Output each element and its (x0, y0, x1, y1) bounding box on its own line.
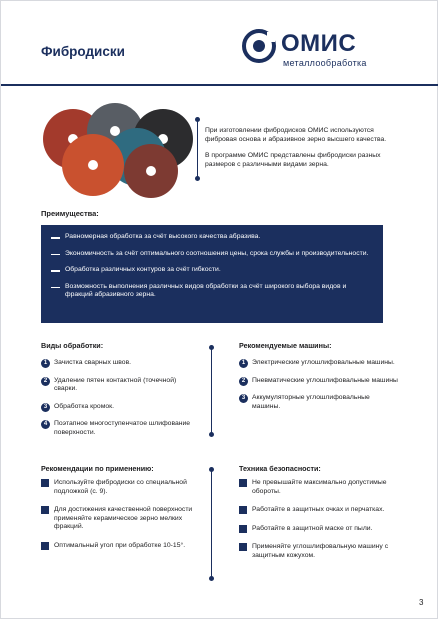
machines-title: Рекомендуемые машины: (239, 341, 332, 350)
recommendation-item (41, 542, 201, 551)
number-badge: 2 (41, 377, 50, 386)
safety-item (239, 506, 399, 515)
square-bullet (41, 506, 49, 514)
intro-text (205, 127, 405, 169)
processing-item-text: Обработка кромок. (54, 402, 115, 410)
safety-text: Работайте в защитной маске от пыли. (252, 524, 373, 532)
recommendation-text: Используйте фибродиски со специальной подложкой (с. 9). (54, 479, 187, 495)
recommendation-item (41, 479, 201, 496)
logo-subtitle: металлообработка (283, 58, 367, 68)
column-divider (211, 469, 212, 579)
header-divider (1, 84, 438, 86)
advantage-item: Возможность выполнения различных видов обработки за счёт широкого выбора видов и фракций абразивного зерна. (51, 283, 373, 300)
square-bullet (239, 479, 247, 487)
safety-text: Применяйте углошлифовальную машину с защитным кожухом. (252, 543, 389, 559)
advantage-item: Равномерная обработка за счёт высокого качества абразива. (51, 233, 373, 242)
safety-text: Работайте в защитных очках и перчатках. (252, 506, 385, 513)
recommendation-text: Для достижения качественной поверхности применяйте керамическое зерно мелких фракций. (54, 506, 193, 530)
safety-list (239, 479, 399, 570)
recommendation-text: Оптимальный угол при обработке 10-15°. (54, 541, 186, 549)
intro-paragraph: При изготовлении фибродисков ОМИС используются фибровая основа и абразивное зерно высшего качества. (205, 127, 387, 143)
intro-divider (197, 119, 198, 179)
machine-item-text: Аккумуляторные углошлифовальные машины. (252, 394, 370, 410)
processing-item-text: Удаление пятен контактной (точечной) сварки. (54, 376, 177, 392)
recommendations-list (41, 479, 201, 560)
processing-item (41, 377, 201, 394)
safety-title: Техника безопасности: (239, 464, 321, 473)
safety-text: Не превышайте максимально допустимые обороты. (252, 479, 387, 495)
machine-item (239, 394, 399, 411)
advantage-item: Экономичность за счёт оптимального соотношения цены, срока службы и производительности. (51, 250, 373, 259)
square-bullet (239, 543, 247, 551)
machine-item-text: Электрические углошлифовальные машины. (252, 359, 395, 366)
machine-item (239, 359, 399, 368)
square-bullet (41, 542, 49, 550)
page-number: 3 (419, 598, 424, 607)
recommendations-title: Рекомендации по применению: (41, 464, 154, 473)
processing-item (41, 403, 201, 412)
page-title: Фибродиски (41, 44, 125, 59)
square-bullet (239, 525, 247, 533)
number-badge: 4 (41, 420, 50, 429)
omis-logo (241, 26, 373, 72)
safety-item (239, 479, 399, 496)
machine-item (239, 377, 399, 386)
advantage-item: Обработка различных контуров за счёт гибкости. (51, 266, 373, 275)
advantages-box (41, 225, 383, 323)
machine-item-text: Пневматические углошлифовальные машины (252, 376, 398, 384)
number-badge: 1 (41, 359, 50, 368)
number-badge: 2 (239, 377, 248, 386)
processing-item-text: Зачистка сварных швов. (54, 359, 132, 366)
intro-paragraph: В программе ОМИС представлены фибродиски разных размеров с различными видами зерна. (205, 152, 381, 168)
fiber-discs-photo (41, 101, 196, 201)
processing-item (41, 420, 201, 437)
processing-list (41, 359, 201, 446)
number-badge: 3 (239, 394, 248, 403)
recommendation-item (41, 506, 201, 532)
number-badge: 3 (41, 403, 50, 412)
number-badge: 1 (239, 359, 248, 368)
logo-name: ОМИС (281, 30, 357, 57)
processing-title: Виды обработки: (41, 341, 104, 350)
column-divider (211, 347, 212, 435)
machines-list (239, 359, 399, 420)
processing-item (41, 359, 201, 368)
safety-item (239, 525, 399, 534)
square-bullet (239, 506, 247, 514)
safety-item (239, 543, 399, 560)
processing-item-text: Поэтапное многоступенчатое шлифование поверхности. (54, 420, 191, 436)
advantages-title: Преимущества: (41, 209, 99, 218)
omis-logo-icon (241, 28, 277, 64)
square-bullet (41, 479, 49, 487)
